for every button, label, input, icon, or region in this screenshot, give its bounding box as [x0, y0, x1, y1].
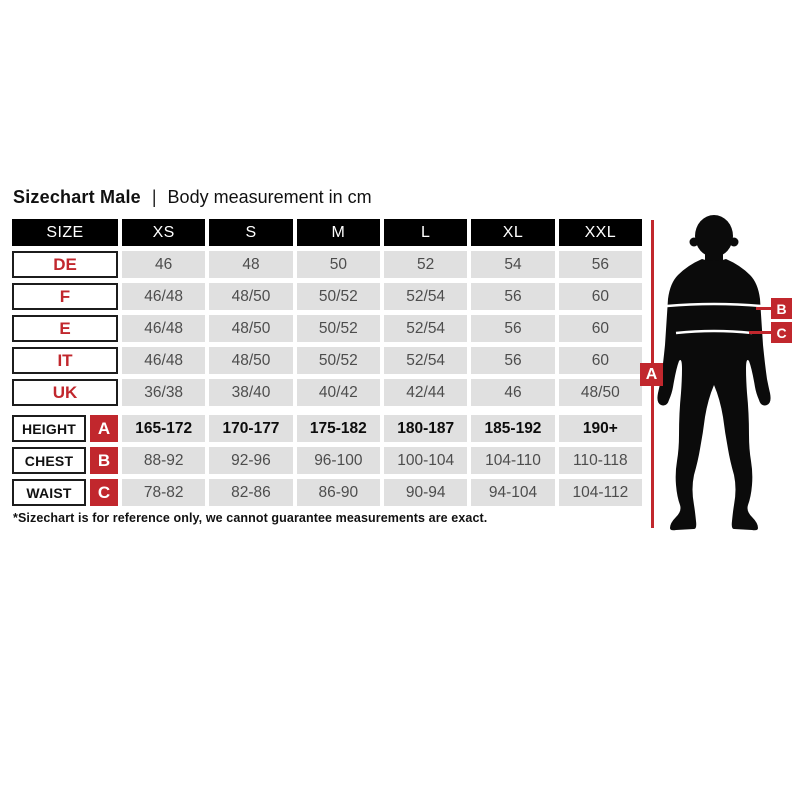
size-row-label-it: IT — [12, 347, 118, 374]
figure-marker-b: B — [771, 298, 792, 319]
measurement-row-label-waist — [12, 479, 118, 506]
chest-cell: 88-92 — [122, 447, 205, 474]
measurement-row-label-chest — [12, 447, 118, 474]
size-row-label-de: DE — [12, 251, 118, 278]
subtitle-text: Body measurement in cm — [167, 187, 372, 207]
size-cell: 56 — [471, 283, 554, 310]
figure-marker-c: C — [771, 322, 792, 343]
size-cell: 38/40 — [209, 379, 292, 406]
size-cell: 54 — [471, 251, 554, 278]
size-cell: 50/52 — [297, 347, 380, 374]
height-cell: 185-192 — [471, 415, 554, 442]
size-cell: 50 — [297, 251, 380, 278]
size-cell: 52/54 — [384, 315, 467, 342]
footnote-text: *Sizechart is for reference only, we cannot guarantee measurements are exact. — [13, 511, 488, 525]
column-header-xs: XS — [122, 219, 205, 246]
size-cell: 46 — [471, 379, 554, 406]
size-cell: 50/52 — [297, 283, 380, 310]
size-cell: 60 — [559, 347, 642, 374]
waist-connector-line — [749, 331, 772, 334]
title-separator: | — [151, 187, 157, 207]
column-header-l: L — [384, 219, 467, 246]
figure-marker-a: A — [640, 363, 663, 386]
waist-cell: 94-104 — [471, 479, 554, 506]
page-title — [13, 187, 372, 208]
size-row-label-uk: UK — [12, 379, 118, 406]
size-cell: 46/48 — [122, 347, 205, 374]
size-cell: 46/48 — [122, 283, 205, 310]
size-cell: 40/42 — [297, 379, 380, 406]
height-cell: 165-172 — [122, 415, 205, 442]
height-cell: 175-182 — [297, 415, 380, 442]
size-cell: 48/50 — [209, 283, 292, 310]
size-cell: 48 — [209, 251, 292, 278]
chest-cell: 104-110 — [471, 447, 554, 474]
chest-label-box: CHEST — [12, 447, 86, 474]
chest-cell: 92-96 — [209, 447, 292, 474]
column-header-m: M — [297, 219, 380, 246]
waist-cell: 86-90 — [297, 479, 380, 506]
column-header-xl: XL — [471, 219, 554, 246]
title-text: Sizechart Male — [13, 187, 141, 207]
chest-cell: 100-104 — [384, 447, 467, 474]
waist-cell: 104-112 — [559, 479, 642, 506]
size-cell: 52/54 — [384, 283, 467, 310]
column-header-xxl: XXL — [559, 219, 642, 246]
marker-c-badge: C — [90, 479, 118, 506]
waist-label-box: WAIST — [12, 479, 86, 506]
measurement-row-label-height — [12, 415, 118, 442]
height-cell: 190+ — [559, 415, 642, 442]
column-header-s: S — [209, 219, 292, 246]
size-cell: 42/44 — [384, 379, 467, 406]
size-cell: 56 — [559, 251, 642, 278]
size-cell: 52 — [384, 251, 467, 278]
height-label-box: HEIGHT — [12, 415, 86, 442]
marker-b-badge: B — [90, 447, 118, 474]
size-cell: 50/52 — [297, 315, 380, 342]
size-row-label-f: F — [12, 283, 118, 310]
size-cell: 52/54 — [384, 347, 467, 374]
chest-connector-line — [756, 307, 772, 310]
waist-cell: 78-82 — [122, 479, 205, 506]
height-cell: 180-187 — [384, 415, 467, 442]
chest-cell: 110-118 — [559, 447, 642, 474]
size-row-label-e: E — [12, 315, 118, 342]
size-cell: 48/50 — [209, 315, 292, 342]
marker-a-badge: A — [90, 415, 118, 442]
chest-cell: 96-100 — [297, 447, 380, 474]
waist-cell: 82-86 — [209, 479, 292, 506]
size-cell: 56 — [471, 315, 554, 342]
waist-cell: 90-94 — [384, 479, 467, 506]
size-cell: 56 — [471, 347, 554, 374]
figure-body — [657, 259, 770, 530]
sizes-table — [12, 219, 642, 406]
size-header-cell: SIZE — [12, 219, 118, 246]
size-cell: 60 — [559, 315, 642, 342]
height-cell: 170-177 — [209, 415, 292, 442]
size-cell: 60 — [559, 283, 642, 310]
size-cell: 48/50 — [559, 379, 642, 406]
size-cell: 46 — [122, 251, 205, 278]
size-cell: 48/50 — [209, 347, 292, 374]
size-cell: 36/38 — [122, 379, 205, 406]
size-cell: 46/48 — [122, 315, 205, 342]
measurements-table — [12, 415, 642, 506]
